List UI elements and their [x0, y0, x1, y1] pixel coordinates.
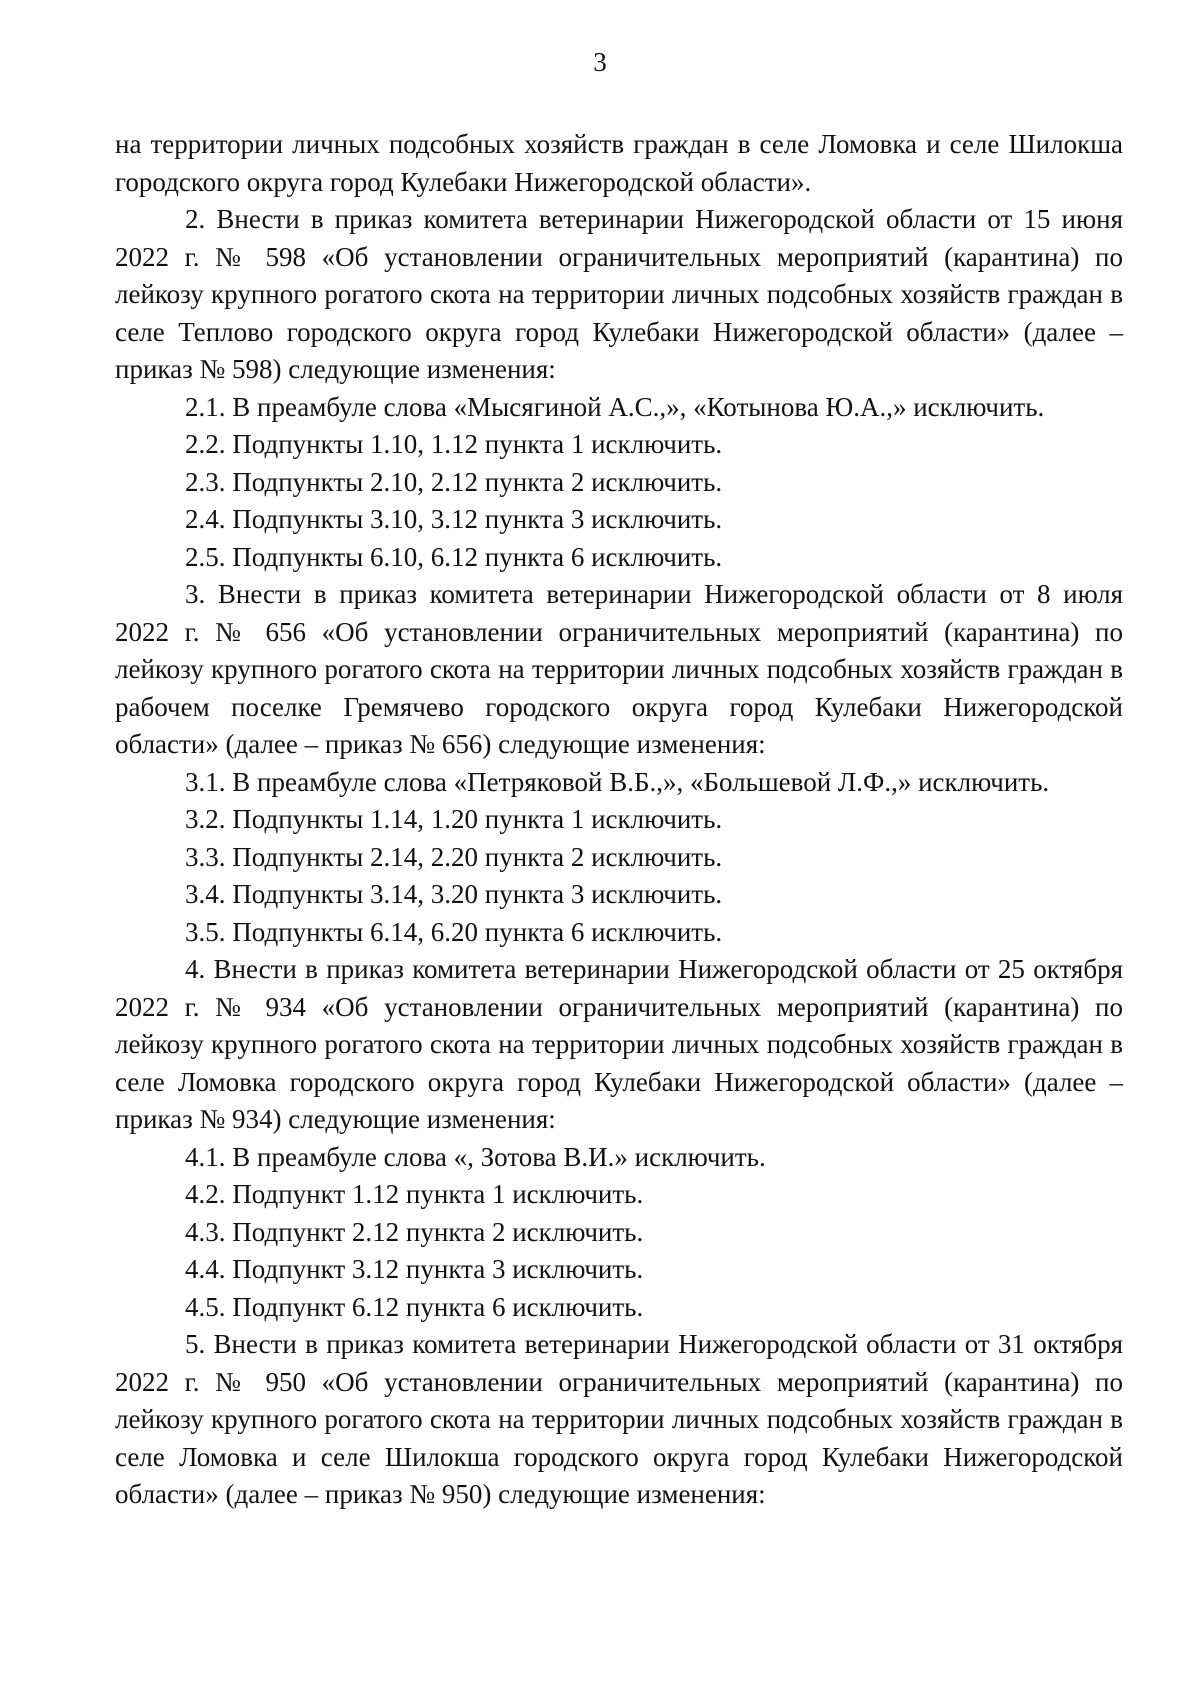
subitem-4-5: 4.5. Подпункт 6.12 пункта 6 исключить.: [185, 1291, 644, 1322]
subitem-2-1: 2.1. В преамбуле слова «Мысягиной А.С.,», «Котынова Ю.А.,» исключить.: [185, 391, 1045, 422]
paragraph-item-5: 5. Внести в приказ комитета ветеринарии Нижегородской области от 31 октября 2022 г. № 950 «Об установлении ограничительных мероприятий (карантина) по лейкозу крупного рогатого скота на территории личных подсобных хозяйств граждан в селе Ломовка и селе Шилокша городского округа город Кулебаки Нижегородской области» (далее – приказ № 950) следующие изменения:: [115, 1329, 1123, 1509]
subitem-2-3: 2.3. Подпункты 2.10, 2.12 пункта 2 исключить.: [185, 466, 723, 497]
subitem-4-4: 4.4. Подпункт 3.12 пункта 3 исключить.: [185, 1254, 644, 1284]
subitem-4-3: 4.3. Подпункт 2.12 пункта 2 исключить.: [185, 1216, 644, 1247]
subitem-3-5: 3.5. Подпункты 6.14, 6.20 пункта 6 исключить.: [185, 916, 723, 947]
subitem-3-1: 3.1. В преамбуле слова «Петряковой В.Б.,», «Большевой Л.Ф.,» исключить.: [185, 766, 1050, 797]
page-number: 3: [593, 47, 607, 77]
paragraph-item-2: 2. Внести в приказ комитета ветеринарии Нижегородской области от 15 июня 2022 г. № 598 «Об установлении ограничительных мероприятий (карантина) по лейкозу крупного рогатого скота на территории личных подсобных хозяйств граждан в селе Теплово городского округа город Кулебаки Нижегородской области» (далее – приказ № 598) следующие изменения:: [115, 204, 1123, 384]
subitem-4-2: 4.2. Подпункт 1.12 пункта 1 исключить.: [185, 1179, 644, 1209]
subitem-2-5: 2.5. Подпункты 6.10, 6.12 пункта 6 исключить.: [185, 541, 723, 572]
paragraph-continuation: на территории личных подсобных хозяйств граждан в селе Ломовка и селе Шилокша городского округа город Кулебаки Нижегородской области».: [115, 129, 1123, 197]
subitem-2-2: 2.2. Подпункты 1.10, 1.12 пункта 1 исключить.: [185, 429, 723, 459]
document-body: [115, 126, 1123, 1514]
subitem-3-2: 3.2. Подпункты 1.14, 1.20 пункта 1 исключить.: [185, 804, 723, 834]
subitem-3-4: 3.4. Подпункты 3.14, 3.20 пункта 3 исключить.: [185, 879, 723, 909]
paragraph-item-3: 3. Внести в приказ комитета ветеринарии Нижегородской области от 8 июля 2022 г. № 656 «Об установлении ограничительных мероприятий (карантина) по лейкозу крупного рогатого скота на территории личных подсобных хозяйств граждан в рабочем поселке Гремячево городского округа город Кулебаки Нижегородской области» (далее – приказ № 656) следующие изменения:: [115, 579, 1123, 759]
subitem-4-1: 4.1. В преамбуле слова «, Зотова В.И.» исключить.: [185, 1141, 766, 1172]
subitem-3-3: 3.3. Подпункты 2.14, 2.20 пункта 2 исключить.: [185, 841, 723, 872]
paragraph-item-4: 4. Внести в приказ комитета ветеринарии Нижегородской области от 25 октября 2022 г. № 934 «Об установлении ограничительных мероприятий (карантина) по лейкозу крупного рогатого скота на территории личных подсобных хозяйств граждан в селе Ломовка городского округа город Кулебаки Нижегородской области» (далее – приказ № 934) следующие изменения:: [115, 954, 1123, 1134]
subitem-2-4: 2.4. Подпункты 3.10, 3.12 пункта 3 исключить.: [185, 504, 723, 534]
